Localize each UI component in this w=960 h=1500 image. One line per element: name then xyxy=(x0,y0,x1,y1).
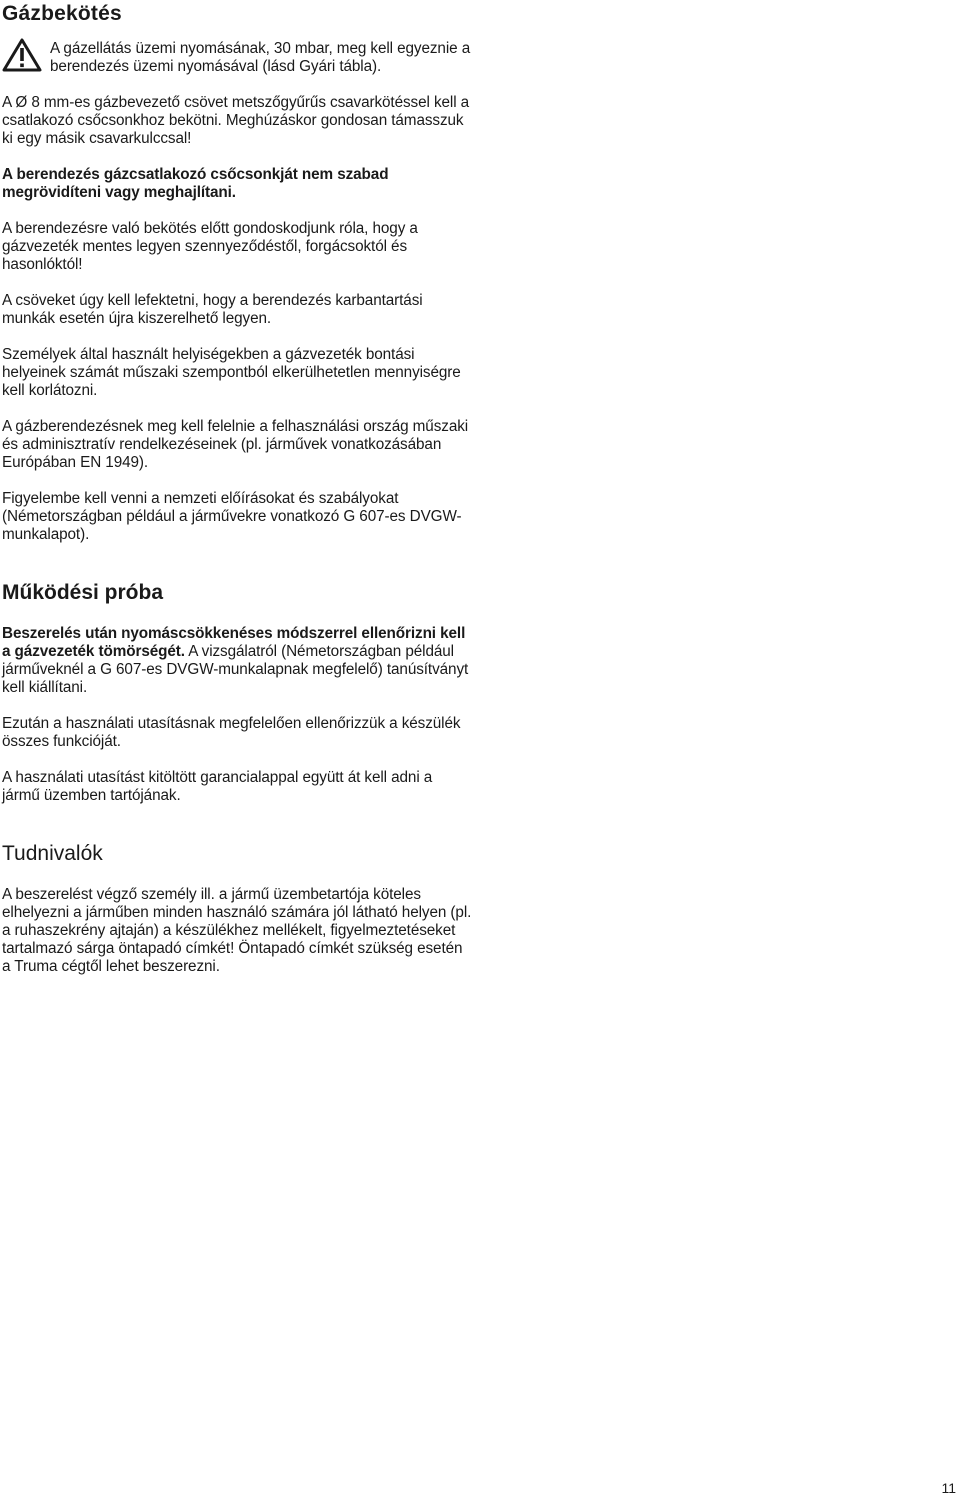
warning-triangle-icon xyxy=(2,38,42,72)
paragraph-disconnection-points: Személyek által használt helyiségekben a gázvezeték bontási helyeinek számát műszaki szempontból elkerülhetetlen mennyiségre kell korlátozni. xyxy=(2,346,461,399)
paragraph-regulations-en1949: A gázberendezésnek meg kell felelnie a felhasználási ország műszaki és adminisztratív rendelkezéseinek (pl. járművek vonatkozásában Európában EN 1949). xyxy=(2,418,469,471)
section-title-tudnivalok: Tudnivalók xyxy=(2,842,103,865)
page-number: 11 xyxy=(941,1480,956,1496)
section-title-mukodesi-proba: Működési próba xyxy=(2,581,164,604)
paragraph-warning-label: A beszerelést végző személy ill. a jármű üzembetartója köteles elhelyezni a járműben minden használó számára jól látható helyen (pl. a ruhaszekrény ajtaján) a készülékhez mellékelt, figyelmeztetéseket tartalmazó sárga öntapadó címkét! Öntapadó címkét szükség esetén a Truma cégtől lehet beszerezni. xyxy=(2,886,472,975)
paragraph-national-rules: Figyelembe kell venni a nemzeti előírásokat és szabályokat (Németországban például a járművekre vonatkozó G 607-es DVGW-munkalapot). xyxy=(2,490,462,543)
paragraph-pipe-laying: A csöveket úgy kell lefektetni, hogy a berendezés karbantartási munkák esetén újra kiszerelhető legyen. xyxy=(2,292,423,327)
warning-block xyxy=(2,40,472,76)
leak-test-bold: Beszerelés után nyomáscsökkenéses módszerrel ellenőrizni kell a gázvezeték tömörségét. xyxy=(2,625,466,660)
page-content xyxy=(2,0,472,976)
warning-text: A gázellátás üzemi nyomásának, 30 mbar, meg kell egyeznie a berendezés üzemi nyomásával (lásd Gyári tábla). xyxy=(50,40,471,75)
paragraph-leak-test xyxy=(2,625,472,697)
paragraph-no-shortening: A berendezés gázcsatlakozó csőcsonkját nem szabad megrövidíteni vagy meghajlítani. xyxy=(2,166,389,201)
section-title-gazbekotes: Gázbekötés xyxy=(2,2,122,25)
paragraph-handover: A használati utasítást kitöltött garancialappal együtt át kell adni a jármű üzemben tartójának. xyxy=(2,769,433,804)
paragraph-clean-pipe: A berendezésre való bekötés előtt gondoskodjunk róla, hogy a gázvezeték mentes legyen szennyeződéstől, forgácsoktól és hasonlóktól! xyxy=(2,220,418,273)
paragraph-function-check: Ezután a használati utasításnak megfelelően ellenőrizzük a készülék összes funkcióját. xyxy=(2,715,461,750)
leak-test-rest: A vizsgálatról (Németországban például járműveknél a G 607-es DVGW-munkalapnak megfelelő) tanúsítványt kell kiállítani. xyxy=(2,643,469,696)
paragraph-gas-pipe-connection: A Ø 8 mm-es gázbevezető csövet metszőgyűrűs csavarkötéssel kell a csatlakozó csőcsonkhoz bekötni. Meghúzáskor gondosan támasszuk ki egy másik csavarkulccsal! xyxy=(2,94,470,147)
